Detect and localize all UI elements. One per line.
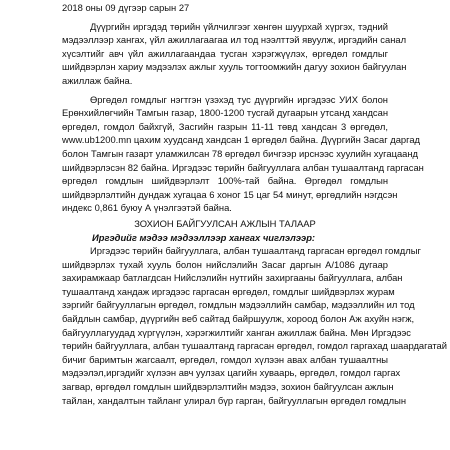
- text-line: загвар, өргөдөл гомдлын шийдвэрлэлтийн мэдээ, зохион байгуулсан ажлын: [62, 381, 394, 393]
- paragraph-complaints-summary: [62, 93, 424, 215]
- subheading: Иргэдийг мэдээ мэдээллээр хангах чиглэлээр:: [92, 231, 316, 243]
- text-line: индекс 0,861 буюу А үнэлгээтэй байна.: [62, 202, 232, 214]
- text-line: шийдвэрлэн хариу мэдээлэх ажлыг хууль тогтоомжийн дагуу зохион байгуулан: [62, 61, 407, 73]
- paragraph-service-delivery: [62, 20, 407, 88]
- text-line: Өргөдөл гомдлыг нэгтгэн үзэхэд тус дүүргийн иргэдээс УИХ болон: [90, 93, 388, 105]
- text-line: бичиг баримтын жагсаалт, өргөдөл, гомдол хүлээн авах албан тушаалтны: [62, 353, 388, 365]
- text-line: өргөдөл, гомдол байхгүй, Засгийн газрын 11-11 төвд хандсан 3 өргөдөл,: [62, 120, 388, 132]
- text-line: шийдвэрлэсэн 82 байна. Иргэдээс төрийн байгууллага албан тушаалтанд гаргасан: [62, 161, 424, 173]
- text-line: тушаалтанд хандаж иргэдээс гаргасан өргөдөл, гомдлыг шийдвэрлэх журам: [62, 285, 395, 297]
- text-line: Дүүргийн иргэдэд төрийн үйлчилгээг хөнгөн шуурхай хүргэх, тэдний: [90, 20, 388, 32]
- text-line: тайлан, хандалтын тайланг улирал бүр гарган, байгууллагын өргөдөл гомдлын: [62, 394, 407, 406]
- text-line: зэргийг байгууллагын өргөдөл, гомдлын мэдээллийн самбар, мэдээллийн ил тод: [62, 299, 415, 311]
- text-line: өргөдөл гомдлын шийдвэрлэлт 100%-тай байна. Өргөдөл гомдлын: [62, 175, 388, 187]
- text-line: байдлын самбар, дүүргийн веб сайтад байршуулж, хороод болон Аж ахуйн нэгж,: [62, 313, 415, 325]
- text-line: захирамжаар батлагдсан Нийслэлийн нутгийн захиргааны байгууллага, албан: [62, 272, 403, 284]
- text-line: шийдвэрлэлтийн дундаж хугацаа 6 хоног 15 цаг 54 минут, өргөдлийн нэгдсэн: [62, 188, 398, 200]
- text-line: шийдвэрлэх тухай хууль болон нийслэлийн Засаг даргын А/1086 дугаар: [62, 258, 388, 270]
- text-line: байгууллагуудад хүргүүлэн, хэрэгжилтийг ханган ажиллаж байна. Мөн Иргэдээс: [62, 326, 411, 338]
- text-line: Ерөнхийлөгчийн Тамгын газар, 1800-1200 тусгай дугаарын утсанд хандсан: [62, 107, 388, 119]
- text-line: төрийн байгууллага, албан тушаалтанд гаргасан өргөдөл, гомдол гаргахад шаардагатай: [62, 340, 447, 352]
- text-line: мэдээллээр хангах, үйл ажиллагаагаа ил тод нээлттэй явуулж, иргэдийн санал: [62, 34, 407, 46]
- text-line: хүсэлтийг авч үйл ажиллагаандаа тусган хэрэгжүүлэх, өргөдөл гомдлыг: [62, 47, 388, 59]
- document-date: 2018 оны 09 дүгээр сарын 27: [62, 2, 190, 13]
- text-line: мэдээлэл,иргэдийг хүлээн авч уулзах цагийн хуваарь, өргөдөл, гомдол гаргах: [62, 367, 401, 379]
- section-heading: ЗОХИОН БАЙГУУЛСАН АЖЛЫН ТАЛААР: [134, 217, 316, 229]
- text-line: Иргэдээс төрийн байгууллага, албан тушаалтанд гаргасан өргөдөл гомдлыг: [90, 245, 421, 257]
- text-line: болон Тамгын газарт уламжилсан 78 өргөдөл бичгээр ирснээс хуулийн хугацаанд: [62, 147, 419, 159]
- paragraph-information-provision: [62, 244, 447, 407]
- text-line: www.ub1200.mn цахим хуудсанд хандсан 1 өргөдөл байна. Дүүргийн Засаг даргад: [62, 134, 421, 146]
- text-line: ажиллаж байна.: [62, 74, 133, 86]
